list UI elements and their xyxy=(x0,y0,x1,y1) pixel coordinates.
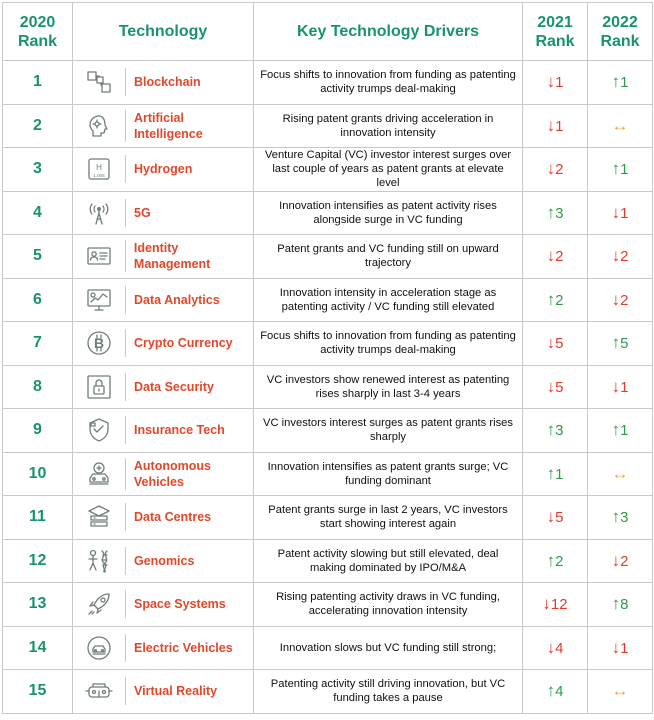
key-driver-cell: Patent grants surge in last 2 years, VC investors start showing interest again xyxy=(254,496,523,540)
rank-change-value: 2 xyxy=(620,248,629,266)
arrow-down-icon: ↓ xyxy=(611,202,621,222)
technology-name: Genomics xyxy=(134,553,195,568)
table-row xyxy=(3,322,653,366)
rank-2020-cell: 4 xyxy=(3,191,73,235)
technology-name: Hydrogen xyxy=(134,162,193,177)
header-row xyxy=(3,3,653,61)
rank-2020-cell: 13 xyxy=(3,583,73,627)
rank-change-2021 xyxy=(523,583,588,627)
rank-change-value: 2 xyxy=(555,248,564,266)
arrow-left-right-icon: ↔ xyxy=(611,463,629,483)
rank-2020-cell: 5 xyxy=(3,235,73,279)
technology-cell xyxy=(73,452,254,496)
blockchain-icon xyxy=(85,68,113,96)
rank-2020-cell: 8 xyxy=(3,365,73,409)
technology-cell xyxy=(73,322,254,366)
rank-change-2021 xyxy=(523,191,588,235)
rank-change-value: 4 xyxy=(555,639,564,657)
key-driver-cell: Venture Capital (VC) investor interest surges over last couple of years as patent grants at elevate level xyxy=(254,148,523,192)
technology-cell xyxy=(73,409,254,453)
hydrogen-icon xyxy=(85,155,113,183)
rank-change-2022 xyxy=(588,626,653,670)
rank-change-2022 xyxy=(588,148,653,192)
technology-name: Autonomous Vehicles xyxy=(133,458,211,489)
key-driver-cell: Innovation slows but VC funding still strong; xyxy=(254,626,523,670)
rank-change-2021 xyxy=(523,148,588,192)
technology-cell xyxy=(73,539,254,583)
technology-cell xyxy=(73,670,254,714)
rank-change-2021 xyxy=(523,61,588,105)
rank-change-value: 3 xyxy=(555,204,564,222)
rank-change-2022 xyxy=(588,278,653,322)
key-driver-cell: Innovation intensifies as patent grants surge; VC funding dominant xyxy=(254,452,523,496)
arrow-up-icon: ↑ xyxy=(611,72,621,92)
rank-2020-cell: 9 xyxy=(3,409,73,453)
arrow-down-icon: ↓ xyxy=(546,72,556,92)
rank-change-2022 xyxy=(588,61,653,105)
arrow-down-icon: ↓ xyxy=(546,115,556,135)
technology-name: Electric Vehicles xyxy=(134,640,233,655)
rank-2020-cell: 10 xyxy=(3,452,73,496)
svg-text:B: B xyxy=(93,335,105,352)
arrow-down-icon: ↓ xyxy=(542,594,551,614)
technology-cell xyxy=(73,104,254,148)
rank-change-value: 1 xyxy=(555,74,564,92)
technology-cell xyxy=(73,61,254,105)
rank-change-value: 1 xyxy=(620,74,629,92)
rank-change-value: 12 xyxy=(550,596,568,614)
key-driver-cell: Patent activity slowing but still elevated, deal making dominated by IPO/M&A xyxy=(254,539,523,583)
rank-change-2022 xyxy=(588,409,653,453)
arrow-down-icon: ↓ xyxy=(611,376,621,396)
rank-change-2022 xyxy=(588,322,653,366)
rank-2020-cell: 15 xyxy=(3,670,73,714)
arrow-down-icon: ↓ xyxy=(611,550,621,570)
rank-change-2021 xyxy=(523,409,588,453)
arrow-left-right-icon: ↔ xyxy=(611,681,629,701)
key-driver-cell: Focus shifts to innovation from funding as patenting activity trumps deal-making xyxy=(254,322,523,366)
rank-change-value: 1 xyxy=(620,161,629,179)
arrow-down-icon: ↓ xyxy=(611,289,621,309)
rank-change-2021 xyxy=(523,235,588,279)
arrow-up-icon: ↑ xyxy=(546,420,556,440)
technology-name: Data Security xyxy=(134,379,214,394)
arrow-down-icon: ↓ xyxy=(546,376,556,396)
rank-change-value: 3 xyxy=(620,509,629,527)
table-row xyxy=(3,452,653,496)
table-row xyxy=(3,104,653,148)
rank-change-value: 2 xyxy=(620,291,629,309)
rank-change-value: 1 xyxy=(620,378,629,396)
table-row xyxy=(3,61,653,105)
arrow-up-icon: ↑ xyxy=(611,507,621,527)
server-icon xyxy=(85,503,113,531)
rank-change-2022 xyxy=(588,235,653,279)
arrow-left-right-icon: ↔ xyxy=(611,115,629,135)
table-row xyxy=(3,583,653,627)
rocket-icon xyxy=(85,590,113,618)
header-technology: Technology xyxy=(73,3,254,61)
rank-change-value: 1 xyxy=(555,117,564,135)
key-driver-cell: Rising patenting activity draws in VC funding, accelerating innovation intensity xyxy=(254,583,523,627)
technology-ranking-table xyxy=(2,2,653,714)
key-driver-cell: Patent grants and VC funding still on upward trajectory xyxy=(254,235,523,279)
header-2020-rank: 2020 Rank xyxy=(3,3,73,61)
autonomous-car-icon xyxy=(85,460,113,488)
rank-change-value: 1 xyxy=(620,422,629,440)
technology-cell xyxy=(73,191,254,235)
rank-change-value: 2 xyxy=(555,161,564,179)
arrow-up-icon: ↑ xyxy=(546,289,556,309)
rank-change-value: 5 xyxy=(555,335,564,353)
technology-name: Crypto Currency xyxy=(134,336,233,351)
rank-change-2022 xyxy=(588,583,653,627)
key-driver-cell: Innovation intensity in acceleration stage as patenting activity / VC funding still elevated xyxy=(254,278,523,322)
key-driver-cell: Rising patent grants driving acceleration in innovation intensity xyxy=(254,104,523,148)
technology-cell xyxy=(73,148,254,192)
technology-cell xyxy=(73,278,254,322)
shield-icon xyxy=(85,416,113,444)
technology-name: Artificial Intelligence xyxy=(133,110,203,141)
key-driver-cell: VC investors interest surges as patent grants rises sharply xyxy=(254,409,523,453)
table-row xyxy=(3,278,653,322)
technology-name: Space Systems xyxy=(134,597,226,612)
rank-change-2022 xyxy=(588,496,653,540)
arrow-down-icon: ↓ xyxy=(546,637,556,657)
rank-change-value: 5 xyxy=(555,378,564,396)
rank-2020-cell: 6 xyxy=(3,278,73,322)
technology-name: Data Analytics xyxy=(134,292,220,307)
arrow-down-icon: ↓ xyxy=(546,246,556,266)
bitcoin-icon xyxy=(85,329,113,357)
rank-change-value: 2 xyxy=(555,291,564,309)
technology-name: Identity Management xyxy=(133,241,211,272)
rank-change-2021 xyxy=(523,539,588,583)
key-driver-cell: Innovation intensifies as patent activity rises alongside surge in VC funding xyxy=(254,191,523,235)
dna-person-icon xyxy=(85,547,113,575)
ai-brain-icon xyxy=(85,112,113,140)
rank-2020-cell: 12 xyxy=(3,539,73,583)
rank-change-2021 xyxy=(523,322,588,366)
technology-name: Blockchain xyxy=(134,75,201,90)
table-row xyxy=(3,670,653,714)
rank-change-2022 xyxy=(588,670,653,714)
arrow-up-icon: ↑ xyxy=(546,463,556,483)
technology-name: Virtual Reality xyxy=(134,684,218,699)
rank-change-value: 2 xyxy=(555,552,564,570)
svg-text:1.008: 1.008 xyxy=(93,173,105,179)
arrow-up-icon: ↑ xyxy=(546,550,556,570)
header-2022-rank: 2022 Rank xyxy=(588,3,653,61)
technology-cell xyxy=(73,235,254,279)
id-card-icon xyxy=(85,242,113,270)
rank-2020-cell: 2 xyxy=(3,104,73,148)
rank-2020-cell: 1 xyxy=(3,61,73,105)
arrow-down-icon: ↓ xyxy=(546,507,556,527)
rank-change-value: 3 xyxy=(555,422,564,440)
vr-headset-icon xyxy=(85,677,113,705)
header-key-drivers: Key Technology Drivers xyxy=(254,3,523,61)
rank-change-value: 1 xyxy=(555,465,564,483)
rank-change-2021 xyxy=(523,626,588,670)
rank-change-2021 xyxy=(523,496,588,540)
technology-cell xyxy=(73,496,254,540)
technology-name: 5G xyxy=(134,205,151,220)
arrow-up-icon: ↑ xyxy=(611,420,621,440)
arrow-up-icon: ↑ xyxy=(611,159,621,179)
rank-change-2022 xyxy=(588,539,653,583)
rank-change-value: 8 xyxy=(620,596,629,614)
arrow-down-icon: ↓ xyxy=(611,637,621,657)
svg-text:H: H xyxy=(96,163,102,173)
rank-change-value: 4 xyxy=(555,683,564,701)
rank-change-2021 xyxy=(523,365,588,409)
table-row xyxy=(3,365,653,409)
technology-cell xyxy=(73,583,254,627)
table-row xyxy=(3,235,653,279)
rank-change-value: 2 xyxy=(620,552,629,570)
arrow-up-icon: ↑ xyxy=(546,202,556,222)
table-row xyxy=(3,409,653,453)
rank-change-value: 5 xyxy=(555,509,564,527)
rank-change-value: 1 xyxy=(620,639,629,657)
rank-change-2021 xyxy=(523,670,588,714)
lock-screen-icon xyxy=(85,373,113,401)
technology-name: Insurance Tech xyxy=(134,423,225,438)
table-row xyxy=(3,148,653,192)
antenna-tower-icon xyxy=(85,199,113,227)
rank-change-2022 xyxy=(588,104,653,148)
arrow-up-icon: ↑ xyxy=(611,333,621,353)
arrow-down-icon: ↓ xyxy=(546,159,556,179)
header-2021-rank: 2021 Rank xyxy=(523,3,588,61)
rank-change-2022 xyxy=(588,191,653,235)
rank-change-value: 5 xyxy=(620,335,629,353)
rank-2020-cell: 7 xyxy=(3,322,73,366)
key-driver-cell: Focus shifts to innovation from funding as patenting activity trumps deal-making xyxy=(254,61,523,105)
table-row xyxy=(3,539,653,583)
rank-change-2022 xyxy=(588,452,653,496)
table-row xyxy=(3,496,653,540)
rank-change-value: 1 xyxy=(620,204,629,222)
table-row xyxy=(3,626,653,670)
technology-cell xyxy=(73,626,254,670)
electric-car-icon xyxy=(85,634,113,662)
analytics-icon xyxy=(85,286,113,314)
technology-cell xyxy=(73,365,254,409)
arrow-down-icon: ↓ xyxy=(611,246,621,266)
technology-name: Data Centres xyxy=(134,510,212,525)
arrow-up-icon: ↑ xyxy=(611,594,621,614)
rank-change-2021 xyxy=(523,104,588,148)
rank-change-2021 xyxy=(523,278,588,322)
arrow-down-icon: ↓ xyxy=(546,333,556,353)
key-driver-cell: VC investors show renewed interest as patenting rises sharply in last 3-4 years xyxy=(254,365,523,409)
rank-change-2022 xyxy=(588,365,653,409)
rank-change-2021 xyxy=(523,452,588,496)
rank-2020-cell: 14 xyxy=(3,626,73,670)
arrow-up-icon: ↑ xyxy=(546,681,556,701)
key-driver-cell: Patenting activity still driving innovation, but VC funding takes a pause xyxy=(254,670,523,714)
table-row xyxy=(3,191,653,235)
rank-2020-cell: 11 xyxy=(3,496,73,540)
rank-2020-cell: 3 xyxy=(3,148,73,192)
